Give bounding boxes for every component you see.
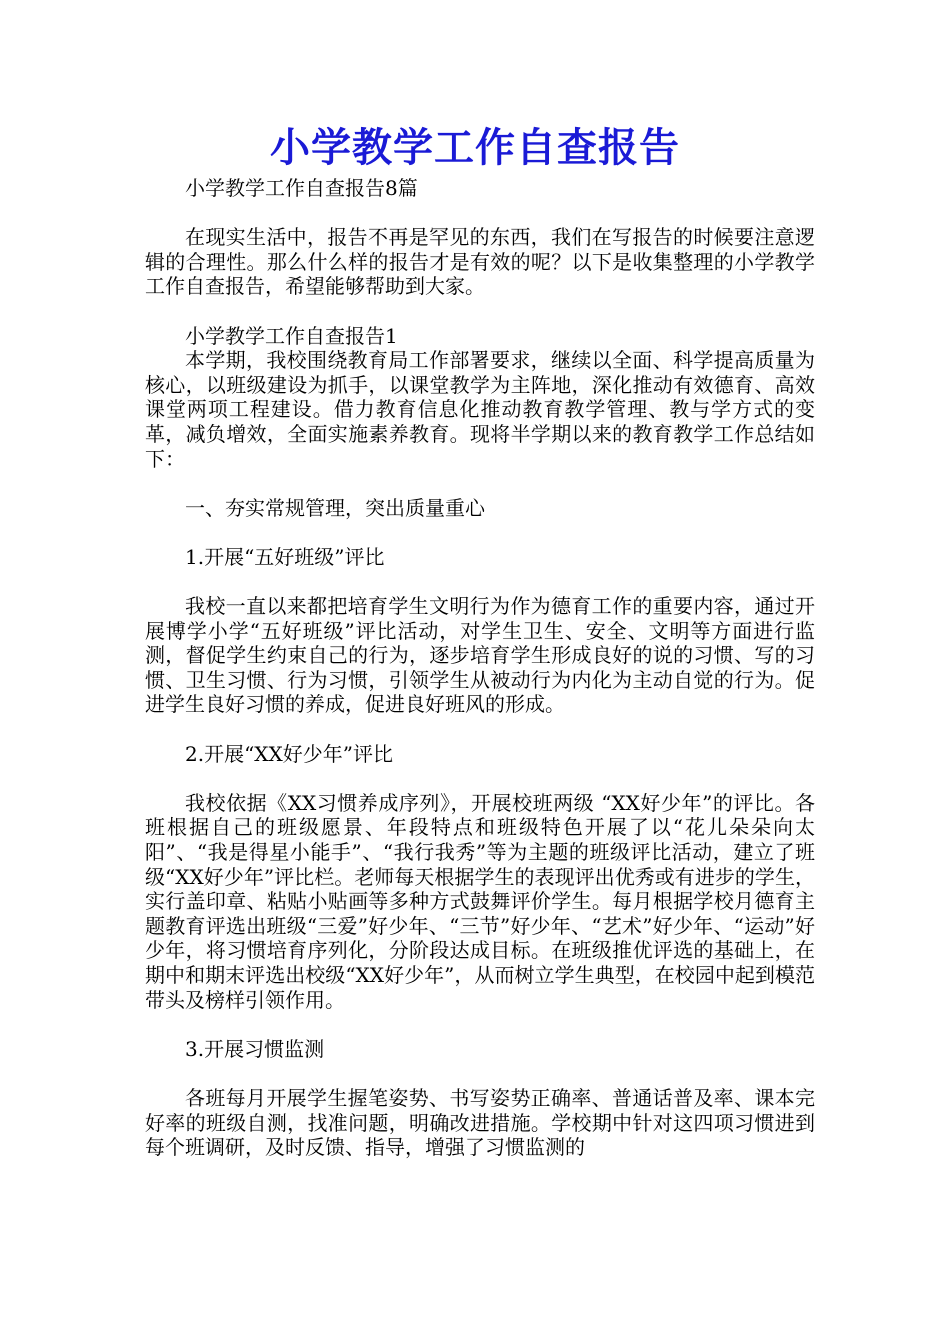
item1-paragraph: 我校一直以来都把培育学生文明行为作为德育工作的重要内容，通过开展博学小学“五好班级”评比活动，对学生卫生、安全、文明等方面进行监测，督促学生约束自己的行为，逐步培育学生形成良好的说的习惯、写的习惯、卫生习惯、行为习惯，引领学生从被动行为内化为主动自觉的行为。促进学生良好习惯的养成，促进良好班风的形成。: [145, 594, 815, 717]
intro-paragraph: 在现实生活中，报告不再是罕见的东西，我们在写报告的时候要注意逻辑的合理性。那么什么样的报告才是有效的呢？以下是收集整理的小学教学工作自查报告，希望能够帮助到大家。: [145, 225, 815, 299]
item3-heading: 3.开展习惯监测: [185, 1036, 325, 1061]
section1-heading: 一、夯实常规管理，突出质量重心: [185, 495, 485, 520]
paragraph-gap: [145, 201, 815, 226]
document-body: [145, 176, 815, 1160]
report1-heading: 小学教学工作自查报告1: [185, 323, 398, 348]
item2-paragraph: 我校依据《XX习惯养成序列》，开展校班两级 “XX好少年”的评比。各班根据自己的班级愿景、年段特点和班级特色开展了以“花儿朵朵向太阳”、“我是得星小能手”、“我行我秀”等为主题的班级评比活动，建立了班级“XX好少年”评比栏。老师每天根据学生的表现评出优秀或有进步的学生，实行盖印章、粘贴小贴画等多种方式鼓舞评价学生。每月根据学校月德育主题教育评选出班级“三爱”好少年、“三节”好少年、“艺术”好少年、“运动”好少年，将习惯培育序列化，分阶段达成目标。在班级推优评选的基础上，在期中和期末评选出校级“XX好少年”，从而树立学生典型，在校园中起到模范带头及榜样引领作用。: [145, 790, 815, 1012]
paragraph-gap: [145, 1012, 815, 1037]
document-subtitle: 小学教学工作自查报告8篇: [185, 176, 418, 200]
paragraph-gap: [145, 299, 815, 324]
paragraph-gap: [145, 766, 815, 791]
paragraph-gap: [145, 471, 815, 496]
paragraph-gap: [145, 520, 815, 545]
report1-intro-paragraph: 本学期，我校围绕教育局工作部署要求，继续以全面、科学提高质量为核心，以班级建设为抓手，以课堂教学为主阵地，深化推动有效德育、高效课堂两项工程建设。借力教育信息化推动教育教学管理、教与学方式的变革，减负增效，全面实施素养教育。现将半学期以来的教育教学工作总结如下：: [145, 348, 815, 471]
paragraph-gap: [145, 1061, 815, 1086]
item3-paragraph: 各班每月开展学生握笔姿势、书写姿势正确率、普通话普及率、课本完好率的班级自测，找准问题，明确改进措施。学校期中针对这四项习惯进到每个班调研，及时反馈、指导，增强了习惯监测的: [145, 1085, 815, 1160]
item2-heading: 2.开展“XX好少年”评比: [185, 741, 394, 766]
paragraph-gap: [145, 570, 815, 595]
document-title: 小学教学工作自查报告: [270, 124, 680, 171]
item1-heading: 1.开展“五好班级”评比: [185, 544, 385, 569]
paragraph-gap: [145, 717, 815, 742]
